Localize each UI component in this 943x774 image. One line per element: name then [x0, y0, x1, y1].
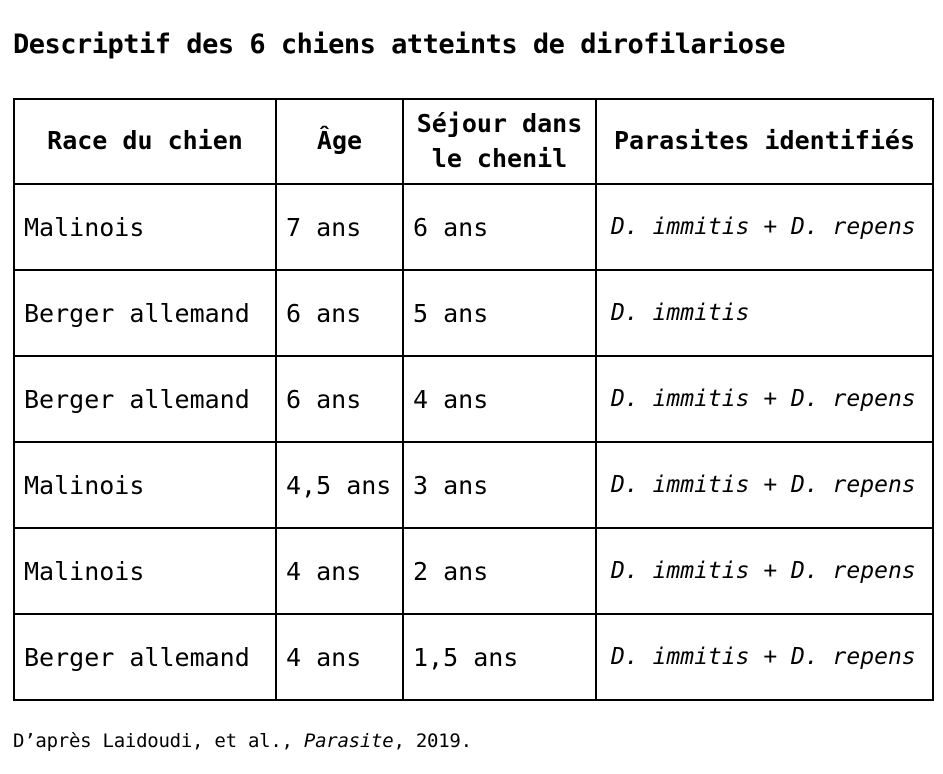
- cell-parasites: D. immitis + D. repens: [596, 614, 933, 700]
- cell-sejour: 4 ans: [403, 356, 596, 442]
- column-header-parasites: Parasites identifiés: [596, 99, 933, 184]
- cell-age: 4,5 ans: [276, 442, 403, 528]
- table-row: [14, 614, 933, 700]
- cell-age: 4 ans: [276, 614, 403, 700]
- column-header-age: Âge: [276, 99, 403, 184]
- cell-age: 6 ans: [276, 270, 403, 356]
- table-row: [14, 442, 933, 528]
- cell-race: Malinois: [14, 442, 276, 528]
- cell-sejour: 5 ans: [403, 270, 596, 356]
- cell-parasites: D. immitis + D. repens: [596, 528, 933, 614]
- source-suffix: , 2019.: [393, 730, 472, 752]
- dogs-table: [13, 98, 934, 701]
- table-row: [14, 528, 933, 614]
- cell-parasites: D. immitis + D. repens: [596, 184, 933, 270]
- source-journal-name: Parasite: [303, 730, 394, 752]
- cell-race: Berger allemand: [14, 356, 276, 442]
- cell-sejour: 1,5 ans: [403, 614, 596, 700]
- cell-parasites: D. immitis + D. repens: [596, 356, 933, 442]
- cell-sejour: 6 ans: [403, 184, 596, 270]
- cell-parasites: D. immitis: [596, 270, 933, 356]
- table-row: [14, 184, 933, 270]
- cell-race: Malinois: [14, 184, 276, 270]
- cell-parasites: D. immitis + D. repens: [596, 442, 933, 528]
- table-row: [14, 356, 933, 442]
- cell-race: Berger allemand: [14, 270, 276, 356]
- cell-sejour: 3 ans: [403, 442, 596, 528]
- source-prefix: D’après Laidoudi, et al.,: [13, 730, 304, 752]
- header-row: [14, 99, 933, 184]
- table-row: [14, 270, 933, 356]
- column-header-sejour: Séjour dans le chenil: [403, 99, 596, 184]
- column-header-race: Race du chien: [14, 99, 276, 184]
- cell-age: 4 ans: [276, 528, 403, 614]
- cell-age: 7 ans: [276, 184, 403, 270]
- cell-race: Malinois: [14, 528, 276, 614]
- cell-sejour: 2 ans: [403, 528, 596, 614]
- source-citation: [13, 728, 472, 754]
- cell-age: 6 ans: [276, 356, 403, 442]
- page-title: Descriptif des 6 chiens atteints de dirofilariose: [13, 29, 786, 60]
- cell-race: Berger allemand: [14, 614, 276, 700]
